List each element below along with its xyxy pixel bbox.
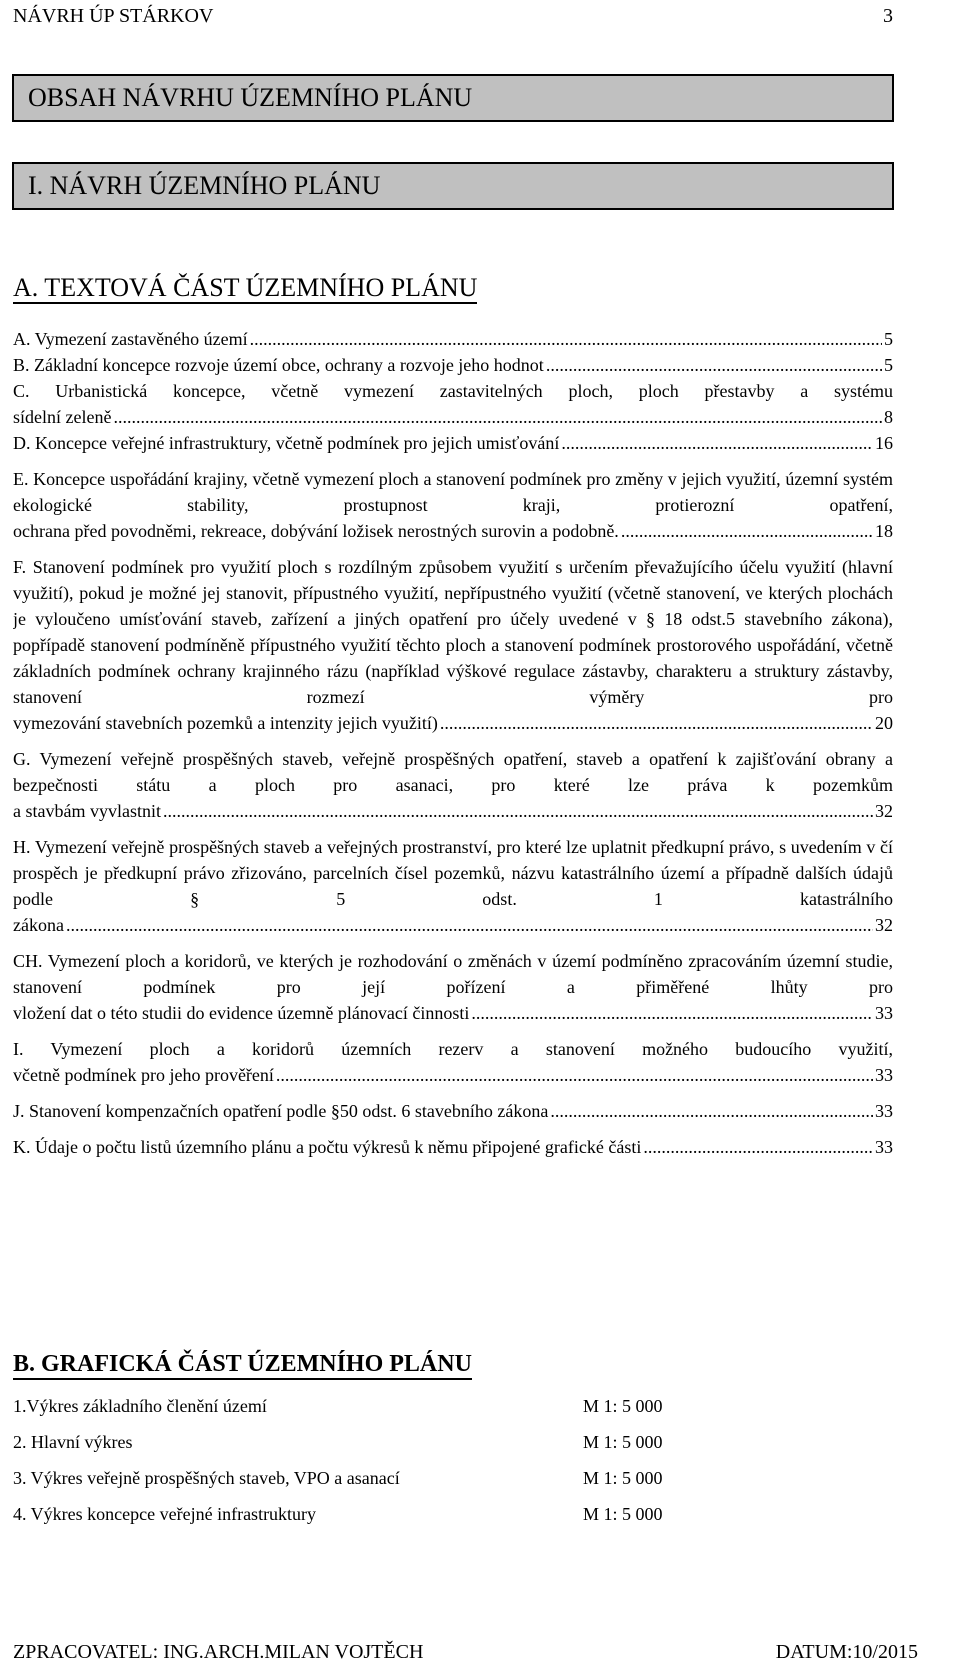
toc-entry-last-line	[13, 326, 893, 352]
section-a-heading: A. TEXTOVÁ ČÁST ÚZEMNÍHO PLÁNU	[13, 273, 478, 302]
toc-entry-title: zákona	[13, 915, 64, 935]
page-number: 3	[883, 5, 893, 27]
toc-page-number: 5	[884, 329, 893, 349]
dot-leader	[621, 518, 873, 544]
drawing-row	[13, 1424, 713, 1460]
toc-entry-last-line	[13, 912, 893, 938]
drawing-name: 3. Výkres veřejně prospěšných staveb, VPO a asanací	[13, 1468, 400, 1488]
toc-entry	[13, 1134, 893, 1160]
toc-entry-text: E. Koncepce uspořádání krajiny, včetně vymezení ploch a stanovení podmínek pro změny v jejich využití, územní systém ekologické stability, prostupnost kraji, protierozní opatření,	[13, 469, 893, 515]
drawing-name: 2. Hlavní výkres	[13, 1432, 133, 1452]
toc-page-number: 33	[875, 1101, 893, 1121]
drawing-scale: M 1: 5 000	[583, 1432, 663, 1452]
dot-leader	[546, 352, 882, 378]
toc-entry-title: ochrana před povodněmi, rekreace, dobývání ložisek nerostných surovin a podobně.	[13, 521, 619, 541]
drawing-scale: M 1: 5 000	[583, 1504, 663, 1524]
drawing-scale: M 1: 5 000	[583, 1468, 663, 1488]
toc-entry-last-line	[13, 352, 893, 378]
drawing-row	[13, 1460, 713, 1496]
page-footer	[13, 1640, 918, 1664]
dot-leader	[66, 912, 873, 938]
toc-entry-title: včetně podmínek pro jeho prověření	[13, 1065, 274, 1085]
toc-page-number: 33	[875, 1003, 893, 1023]
dot-leader	[276, 1062, 873, 1088]
toc-page-number: 32	[875, 801, 893, 821]
contents-heading: OBSAH NÁVRHU ÚZEMNÍHO PLÁNU	[12, 74, 894, 122]
toc-page-number: 8	[884, 407, 893, 427]
toc-entry-last-line	[13, 1134, 893, 1160]
toc-entry	[13, 948, 893, 1026]
dot-leader	[643, 1134, 873, 1160]
toc-entry-last-line	[13, 430, 893, 456]
toc-entry-last-line	[13, 404, 893, 430]
toc-entry-text: CH. Vymezení ploch a koridorů, ve kterých je rozhodování o změnách v území podmíněno zpracováním územní studie, stanovení podmínek pro její pořízení a přiměřené lhůty pro	[13, 951, 893, 997]
toc-entry-text: F. Stanovení podmínek pro využití ploch s rozdílným způsobem využití s určením převažujícího účelu využití (hlavní využití), pokud je možné jej stanovit, přípustného využití, nepřípustného využití (včetně stanovení, ve kterých plochách je vyloučeno umísťování staveb, zařízení a jiných opatření pro účely uvedené v § 18 odst.5 stavebního zákona), popřípadě stanovení podmíněně přípustného využití těchto ploch a stanovení podmínek prostorového uspořádání, včetně základních podmínek ochrany krajinného rázu (například výškové regulace zástavby, charakteru a struktury zástavby, stanovení rozmezí výměry pro	[13, 557, 893, 707]
toc-entry-title: J. Stanovení kompenzačních opatření podle §50 odst. 6 stavebního zákona	[13, 1101, 549, 1121]
toc-entry	[13, 378, 893, 430]
toc-entry-title: D. Koncepce veřejné infrastruktury, včetně podmínek pro jejich umisťování	[13, 433, 560, 453]
toc-page-number: 20	[875, 713, 893, 733]
drawing-list	[13, 1388, 713, 1532]
part-one-heading: I. NÁVRH ÚZEMNÍHO PLÁNU	[12, 162, 894, 210]
dot-leader	[250, 326, 882, 352]
date: DATUM:10/2015	[775, 1641, 918, 1663]
toc-entry-text: H. Vymezení veřejně prospěšných staveb a veřejných prostranství, pro které lze uplatnit předkupní právo, s uvedením v čí prospěch je předkupní právo zřizováno, parcelních čísel pozemků, názvu katastrálního území a případně dalších údajů podle § 5 odst. 1 katastrálního	[13, 837, 893, 909]
toc-entry-last-line	[13, 1062, 893, 1088]
toc-entry-text: I. Vymezení ploch a koridorů územních rezerv a stanovení možného budoucího využití,	[13, 1039, 893, 1059]
drawing-row	[13, 1388, 713, 1424]
toc-entry	[13, 352, 893, 378]
page-header	[13, 6, 893, 26]
drawing-row	[13, 1496, 713, 1532]
document-title: NÁVRH ÚP STÁRKOV	[13, 5, 214, 27]
toc-entry-text: G. Vymezení veřejně prospěšných staveb, veřejně prospěšných opatření, staveb a opatření k zajišťování obrany a bezpečnosti státu a ploch pro asanaci, pro které lze práva k pozemkům	[13, 749, 893, 795]
toc-entry-text: C. Urbanistická koncepce, včetně vymezení zastavitelných ploch, ploch přestavby a systému	[13, 381, 893, 401]
toc-page-number: 5	[884, 355, 893, 375]
dot-leader	[550, 1098, 873, 1124]
author: ZPRACOVATEL: ING.ARCH.MILAN VOJTĚCH	[13, 1641, 424, 1663]
toc-page-number: 32	[875, 915, 893, 935]
toc-entry-title: vymezování stavebních pozemků a intenzity jejich využití)	[13, 713, 438, 733]
toc-entry-last-line	[13, 1000, 893, 1026]
toc-page-number: 16	[875, 433, 893, 453]
toc-page-number: 33	[875, 1065, 893, 1085]
toc-entry-title: A. Vymezení zastavěného území	[13, 329, 248, 349]
drawing-name: 1.Výkres základního členění území	[13, 1396, 267, 1416]
toc-entry-title: K. Údaje o počtu listů územního plánu a počtu výkresů k němu připojené grafické části	[13, 1137, 642, 1157]
drawing-scale: M 1: 5 000	[583, 1396, 663, 1416]
dot-leader	[163, 798, 873, 824]
toc-entry-title: B. Základní koncepce rozvoje území obce, ochrany a rozvoje jeho hodnot	[13, 355, 544, 375]
dot-leader	[561, 430, 873, 456]
table-of-contents	[13, 326, 893, 1160]
toc-entry	[13, 554, 893, 736]
dot-leader	[113, 404, 882, 430]
toc-entry	[13, 466, 893, 544]
toc-page-number: 33	[875, 1137, 893, 1157]
toc-entry-last-line	[13, 798, 893, 824]
toc-entry-last-line	[13, 518, 893, 544]
toc-entry	[13, 326, 893, 352]
toc-entry-last-line	[13, 1098, 893, 1124]
toc-entry	[13, 746, 893, 824]
toc-entry-title: a stavbám vyvlastnit	[13, 801, 161, 821]
toc-entry	[13, 1098, 893, 1124]
toc-entry	[13, 430, 893, 456]
dot-leader	[471, 1000, 873, 1026]
toc-entry	[13, 834, 893, 938]
toc-page-number: 18	[875, 521, 893, 541]
dot-leader	[440, 710, 873, 736]
section-b-heading: B. GRAFICKÁ ČÁST ÚZEMNÍHO PLÁNU	[13, 1350, 472, 1380]
toc-entry-title: vložení dat o této studii do evidence územně plánovací činnosti	[13, 1003, 470, 1023]
toc-entry	[13, 1036, 893, 1088]
toc-entry-last-line	[13, 710, 893, 736]
toc-entry-title: sídelní zeleně	[13, 407, 112, 427]
drawing-name: 4. Výkres koncepce veřejné infrastruktury	[13, 1504, 317, 1524]
